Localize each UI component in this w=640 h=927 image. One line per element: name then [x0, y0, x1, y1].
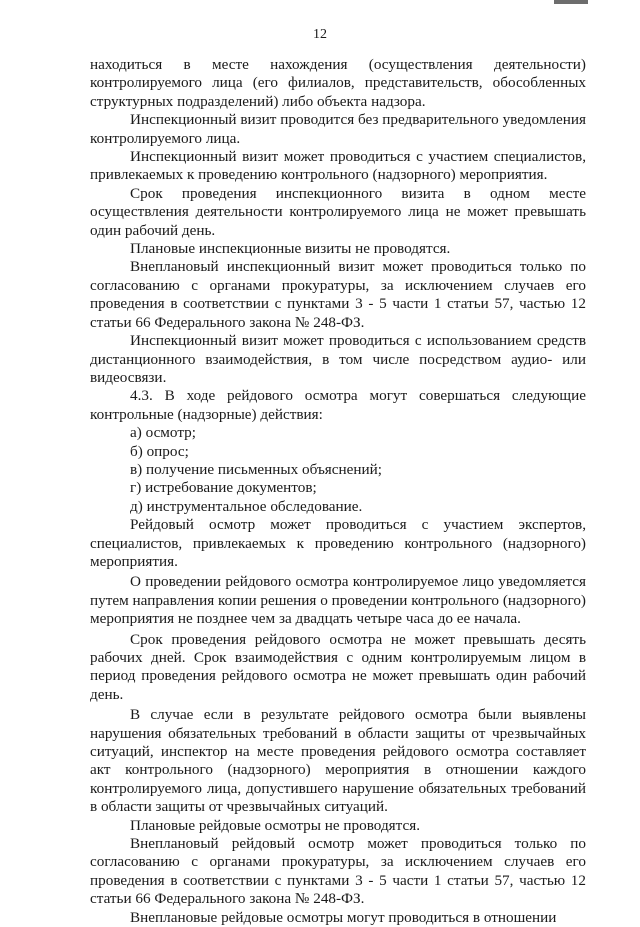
- paragraph: Внеплановый рейдовый осмотр может проводиться только по согласованию с органами прокуратуры, за исключением случаев его проведения в соответствии с пунктами 3 - 5 части 1 статьи 57, частью 12 статьи 66 Федерального закона № 248-ФЗ.: [90, 835, 586, 908]
- paragraph: Инспекционный визит проводится без предварительного уведомления контролируемого лица.: [90, 111, 586, 147]
- actions-list: [90, 424, 586, 516]
- paragraph: Плановые инспекционные визиты не проводятся.: [130, 240, 451, 258]
- paragraph: находиться в месте нахождения (осуществления деятельности) контролируемого лица (его филиалов, представительств, обособленных структурных подразделений) либо объекта надзора.: [90, 56, 586, 110]
- list-item: а) осмотр;: [130, 424, 196, 442]
- paragraph: Плановые рейдовые осмотры не проводятся.: [130, 816, 421, 834]
- paragraph: Внеплановые рейдовые осмотры могут проводиться в отношении: [130, 908, 557, 926]
- paragraph: Рейдовый осмотр может проводиться с участием экспертов, специалистов, привлекаемых к проведению контрольного (надзорного) мероприятия.: [90, 516, 586, 570]
- document-body: [90, 56, 586, 927]
- paragraph: Инспекционный визит может проводиться с использованием средств дистанционного взаимодействия, в том числе посредством аудио- или видеосвязи.: [90, 332, 586, 386]
- paragraph: Инспекционный визит может проводиться с участием специалистов, привлекаемых к проведению контрольного (надзорного) мероприятия.: [90, 148, 586, 184]
- paragraph: Срок проведения рейдового осмотра не может превышать десять рабочих дней. Срок взаимодействия с одним контролируемым лицом в период проведения рейдового осмотра не может превышать один рабочий день.: [90, 630, 586, 703]
- list-item: в) получение письменных объяснений;: [130, 460, 383, 478]
- paragraph: В случае если в результате рейдового осмотра были выявлены нарушения обязательных требований в области защиты от чрезвычайных ситуаций, инспектор на месте проведения рейдового осмотра составляет акт контрольного (надзорного) мероприятия в отношении каждого контролируемого лица, допустившего нарушение обязательных требований в области защиты от чрезвычайных ситуаций.: [90, 706, 586, 816]
- list-item: д) инструментальное обследование.: [130, 497, 363, 515]
- list-item: г) истребование документов;: [130, 479, 317, 497]
- paragraph: О проведении рейдового осмотра контролируемое лицо уведомляется путем направления копии решения о проведении контрольного (надзорного) мероприятия не позднее чем за двадцать четыре часа до ее начала.: [90, 573, 586, 628]
- paragraph: Срок проведения инспекционного визита в одном месте осуществления деятельности контролируемого лица не может превышать один рабочий день.: [90, 184, 586, 239]
- scan-mark: [554, 0, 588, 4]
- list-item: б) опрос;: [130, 442, 189, 460]
- paragraph: Внеплановый инспекционный визит может проводиться только по согласованию с органами прокуратуры, за исключением случаев его проведения в соответствии с пунктами 3 - 5 части 1 статьи 57, частью 12 статьи 66 Федерального закона № 248-ФЗ.: [90, 258, 586, 331]
- page-number: 12: [313, 27, 327, 42]
- section-4-3-paragraph: 4.3. В ходе рейдового осмотра могут совершаться следующие контрольные (надзорные) действия:: [90, 387, 586, 423]
